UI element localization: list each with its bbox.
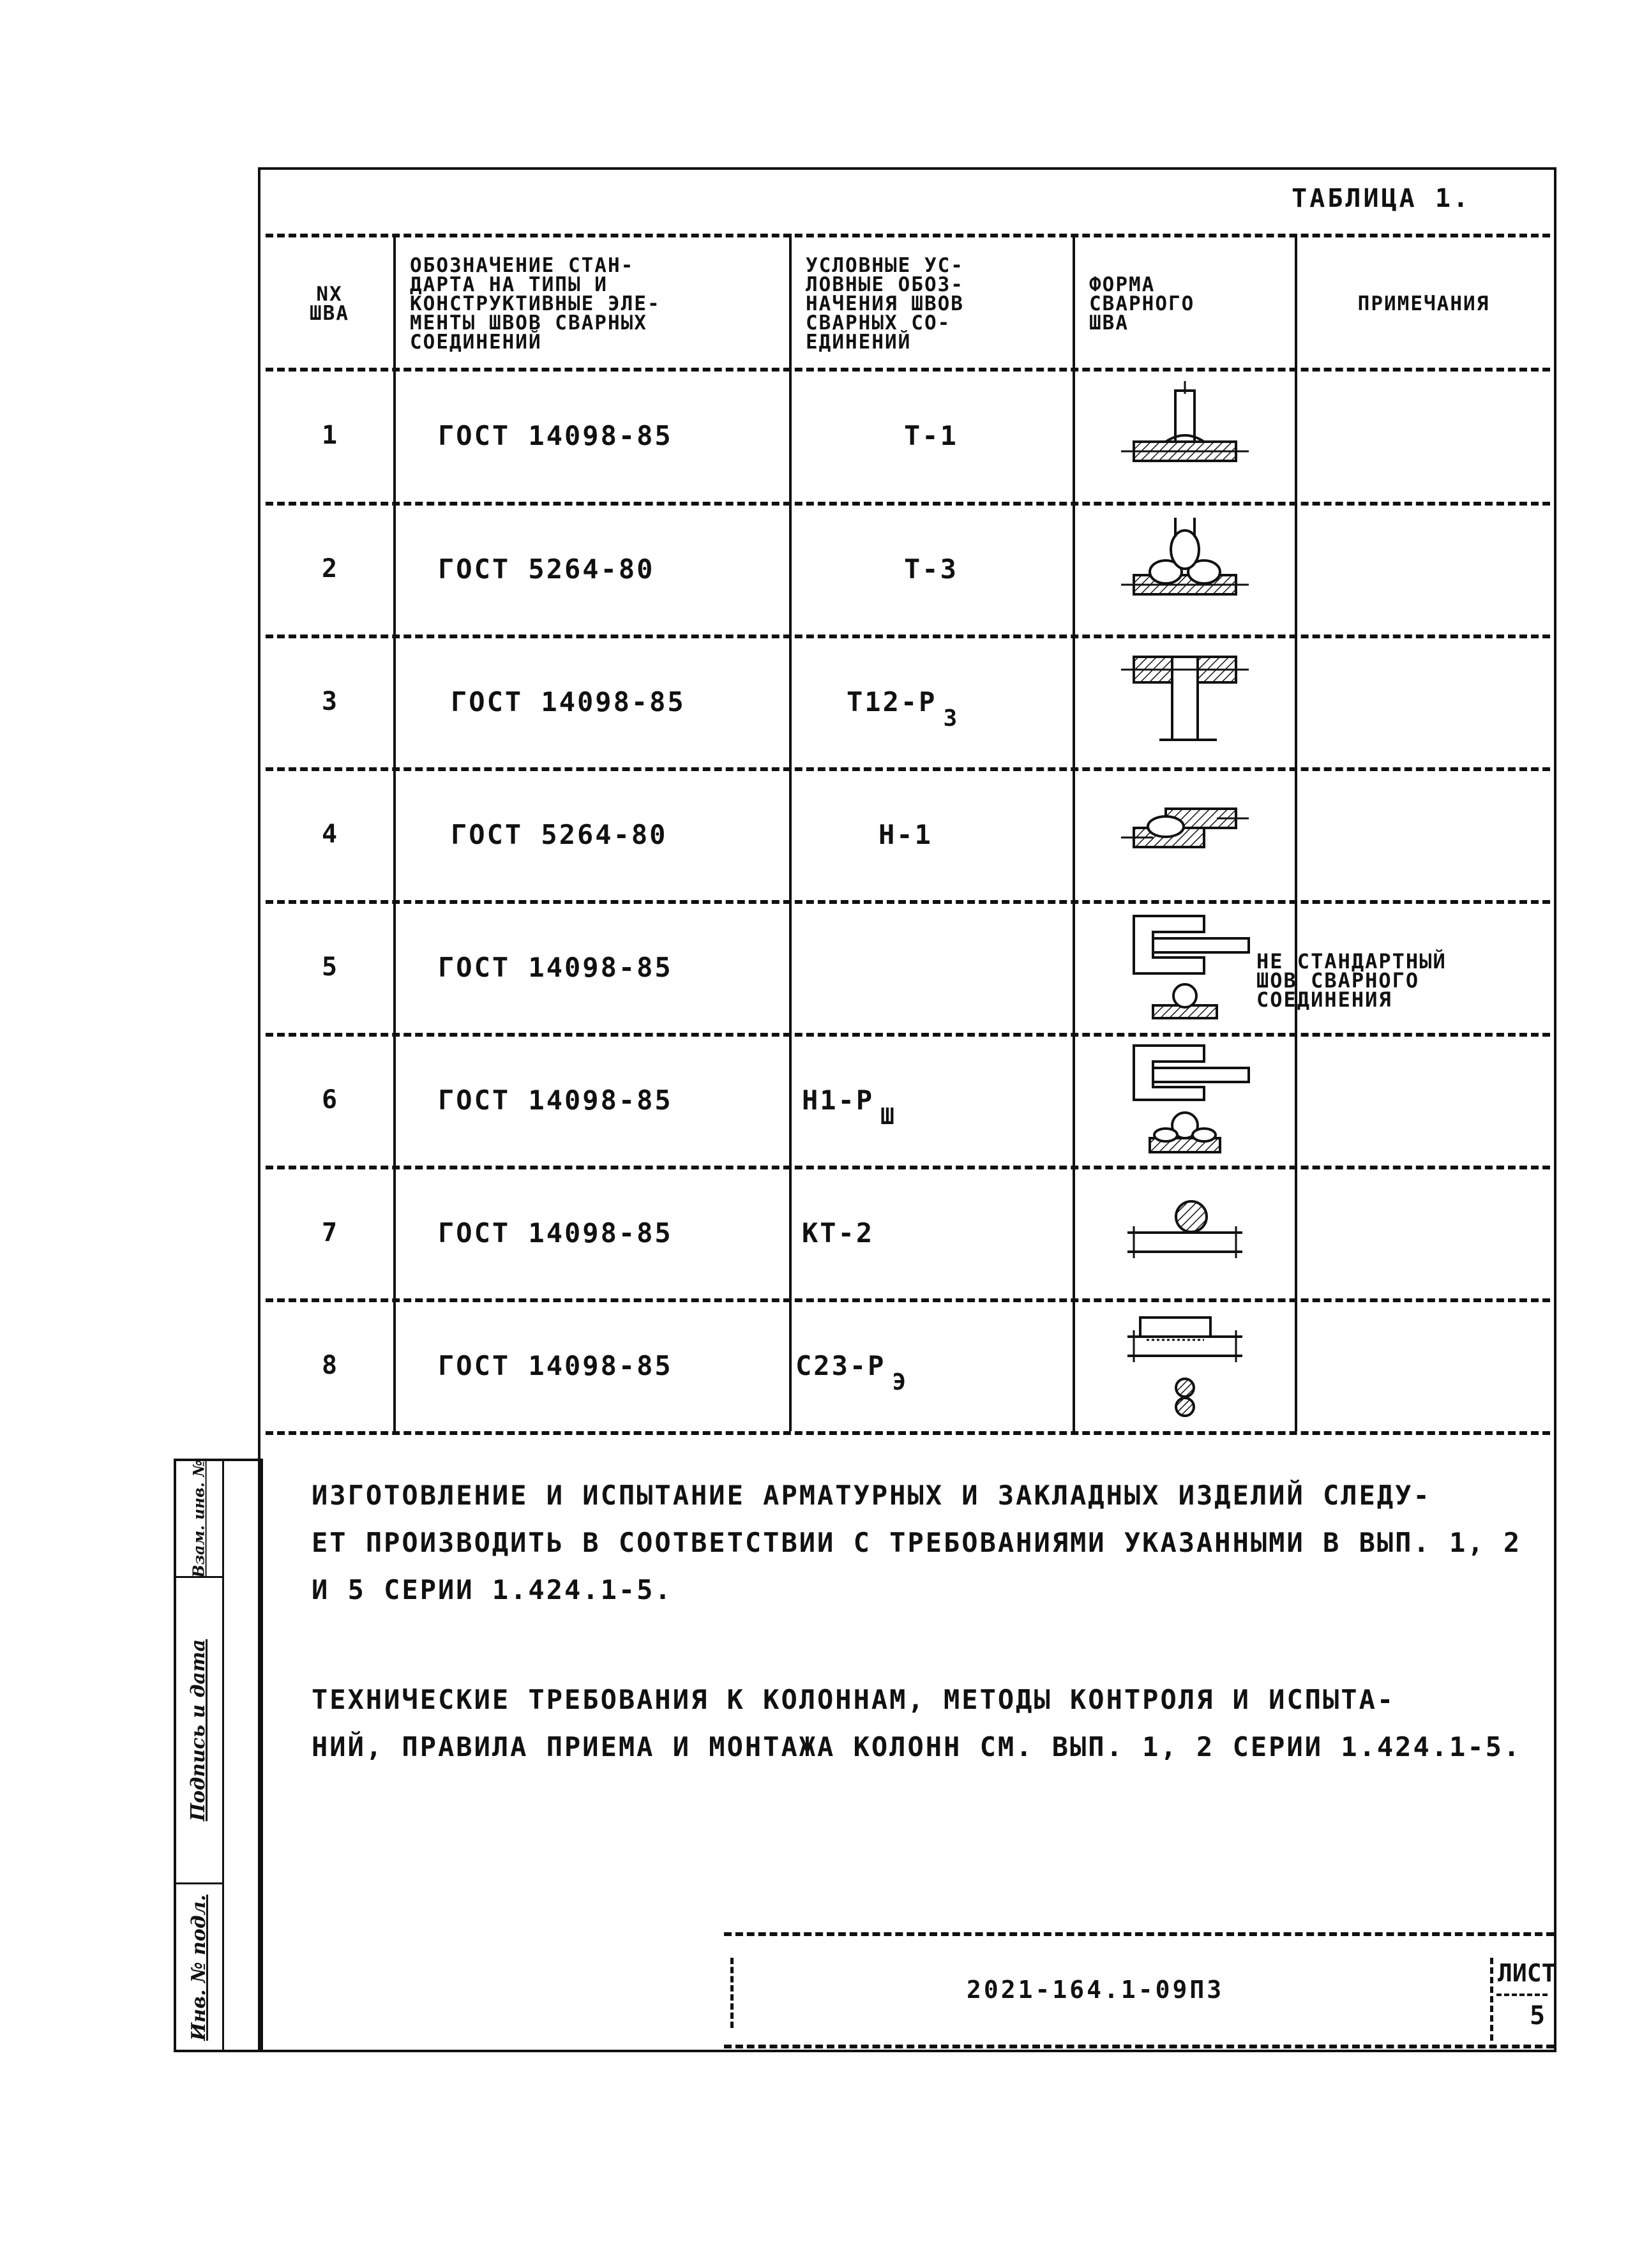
row-standard: ГОСТ 14098-85	[438, 951, 673, 983]
row-designation	[847, 636, 1070, 767]
row-designation	[802, 1034, 1070, 1166]
row-standard: ГОСТ 5264-80	[451, 818, 668, 850]
designation-code: Т12-Р	[847, 686, 937, 717]
cross-bar-icon	[1075, 1167, 1295, 1298]
side-stamp	[174, 1459, 263, 2052]
row-designation	[878, 769, 1070, 900]
table-rule	[266, 234, 1550, 237]
header-weld-number: NХ ШВА	[310, 283, 349, 325]
designation-subscript: Ш	[880, 1103, 896, 1130]
designation-code: С23-Р	[795, 1349, 886, 1381]
document-sheet	[258, 167, 1556, 2052]
designation-subscript: Э	[892, 1369, 908, 1395]
stamp-inv-replacement: Взам. инв. №	[189, 1459, 208, 1578]
row-standard: ГОСТ 14098-85	[451, 686, 686, 717]
table-rule	[266, 1431, 1550, 1435]
column-divider	[789, 234, 792, 1431]
sheet-label: ЛИСТ	[1498, 1959, 1556, 1987]
row-designation	[878, 901, 1070, 1033]
row-standard: ГОСТ 14098-85	[438, 419, 673, 451]
table-caption: ТАБЛИЦА 1.	[1292, 184, 1471, 213]
row-standard: ГОСТ 14098-85	[438, 1217, 673, 1249]
row-number: 7	[321, 1218, 338, 1247]
document-number: 2021-164.1-09ПЗ	[967, 1976, 1224, 2004]
designation-subscript: З	[943, 705, 960, 732]
bath-weld-icon	[1075, 1300, 1295, 1431]
designation-code: Н1-Р	[802, 1084, 875, 1116]
lap-bar-double-icon	[1075, 1034, 1295, 1166]
technical-requirements-paragraph: ТЕХНИЧЕСКИЕ ТРЕБОВАНИЯ К КОЛОННАМ, МЕТОДЫ КОНТРОЛЯ И ИСПЫТА- НИЙ, ПРАВИЛА ПРИЕМА И МОНТАЖА КОЛОНН СМ. ВЫП. 1, 2 СЕРИИ 1.424.1-5.	[312, 1684, 1522, 1762]
column-divider	[1295, 234, 1297, 1431]
row-number: 1	[321, 421, 338, 450]
header-designation: УСЛОВНЫЕ УС- ЛОВНЫЕ ОБОЗ- НАЧЕНИЯ ШВОВ СВАРНЫХ СО- ЕДИНЕНИЙ	[806, 254, 964, 354]
tee-double-fillet-icon	[1075, 503, 1295, 635]
header-standard: ОБОЗНАЧЕНИЕ СТАН- ДАРТА НА ТИПЫ И КОНСТРУКТИВНЫЕ ЭЛЕ- МЕНТЫ ШВОВ СВАРНЫХ СОЕДИНЕНИЙ	[410, 254, 661, 354]
row-number: 2	[321, 554, 338, 583]
header-weld-shape: ФОРМА СВАРНОГО ШВА	[1089, 273, 1195, 334]
row-number: 8	[321, 1351, 338, 1380]
row-designation	[904, 369, 1070, 502]
row-standard: ГОСТ 14098-85	[438, 1349, 673, 1381]
row-designation	[802, 1167, 1070, 1298]
lap-weld-icon	[1075, 769, 1295, 900]
row-number: 3	[321, 687, 338, 716]
title-block-divider	[1490, 1958, 1493, 2041]
title-block-divider	[730, 1958, 734, 2028]
tee-plug-icon	[1075, 636, 1295, 767]
row-designation	[904, 503, 1070, 635]
tee-fillet-icon	[1075, 369, 1295, 502]
row-note: НЕ СТАНДАРТНЫЙ ШОВ СВАРНОГО СОЕДИНЕНИЯ	[1256, 949, 1447, 1012]
title-block-rule	[724, 2045, 1554, 2048]
requirements-paragraph: ИЗГОТОВЛЕНИЕ И ИСПЫТАНИЕ АРМАТУРНЫХ И ЗАКЛАДНЫХ ИЗДЕЛИЙ СЛЕДУ- ЕТ ПРОИЗВОДИТЬ В СООТВЕТСТВИИ С ТРЕБОВАНИЯМИ УКАЗАННЫМИ В ВЫП. 1, 2 И 5 СЕРИИ 1.424.1-5.	[312, 1480, 1522, 1605]
stamp-inv-original: Инв. № подл.	[187, 1894, 210, 2041]
stamp-signature-date: Подпись и дата	[187, 1639, 210, 1822]
title-block	[724, 1932, 1554, 2050]
title-block-rule	[724, 1932, 1554, 1936]
designation-code: Т-1	[904, 419, 958, 451]
row-number: 5	[321, 952, 338, 982]
row-number: 6	[321, 1085, 338, 1115]
row-number: 4	[321, 820, 338, 849]
designation-code: Т-3	[904, 553, 958, 585]
designation-code: Н-1	[878, 818, 933, 850]
row-standard: ГОСТ 14098-85	[438, 1084, 673, 1116]
row-designation	[795, 1300, 1070, 1431]
row-standard: ГОСТ 5264-80	[438, 553, 655, 585]
sheet-number: 5	[1530, 2001, 1546, 2031]
column-divider	[393, 234, 396, 1431]
designation-code: КТ-2	[802, 1217, 875, 1249]
header-notes: ПРИМЕЧАНИЯ	[1357, 292, 1490, 315]
sheet-separator	[1496, 1994, 1548, 1996]
